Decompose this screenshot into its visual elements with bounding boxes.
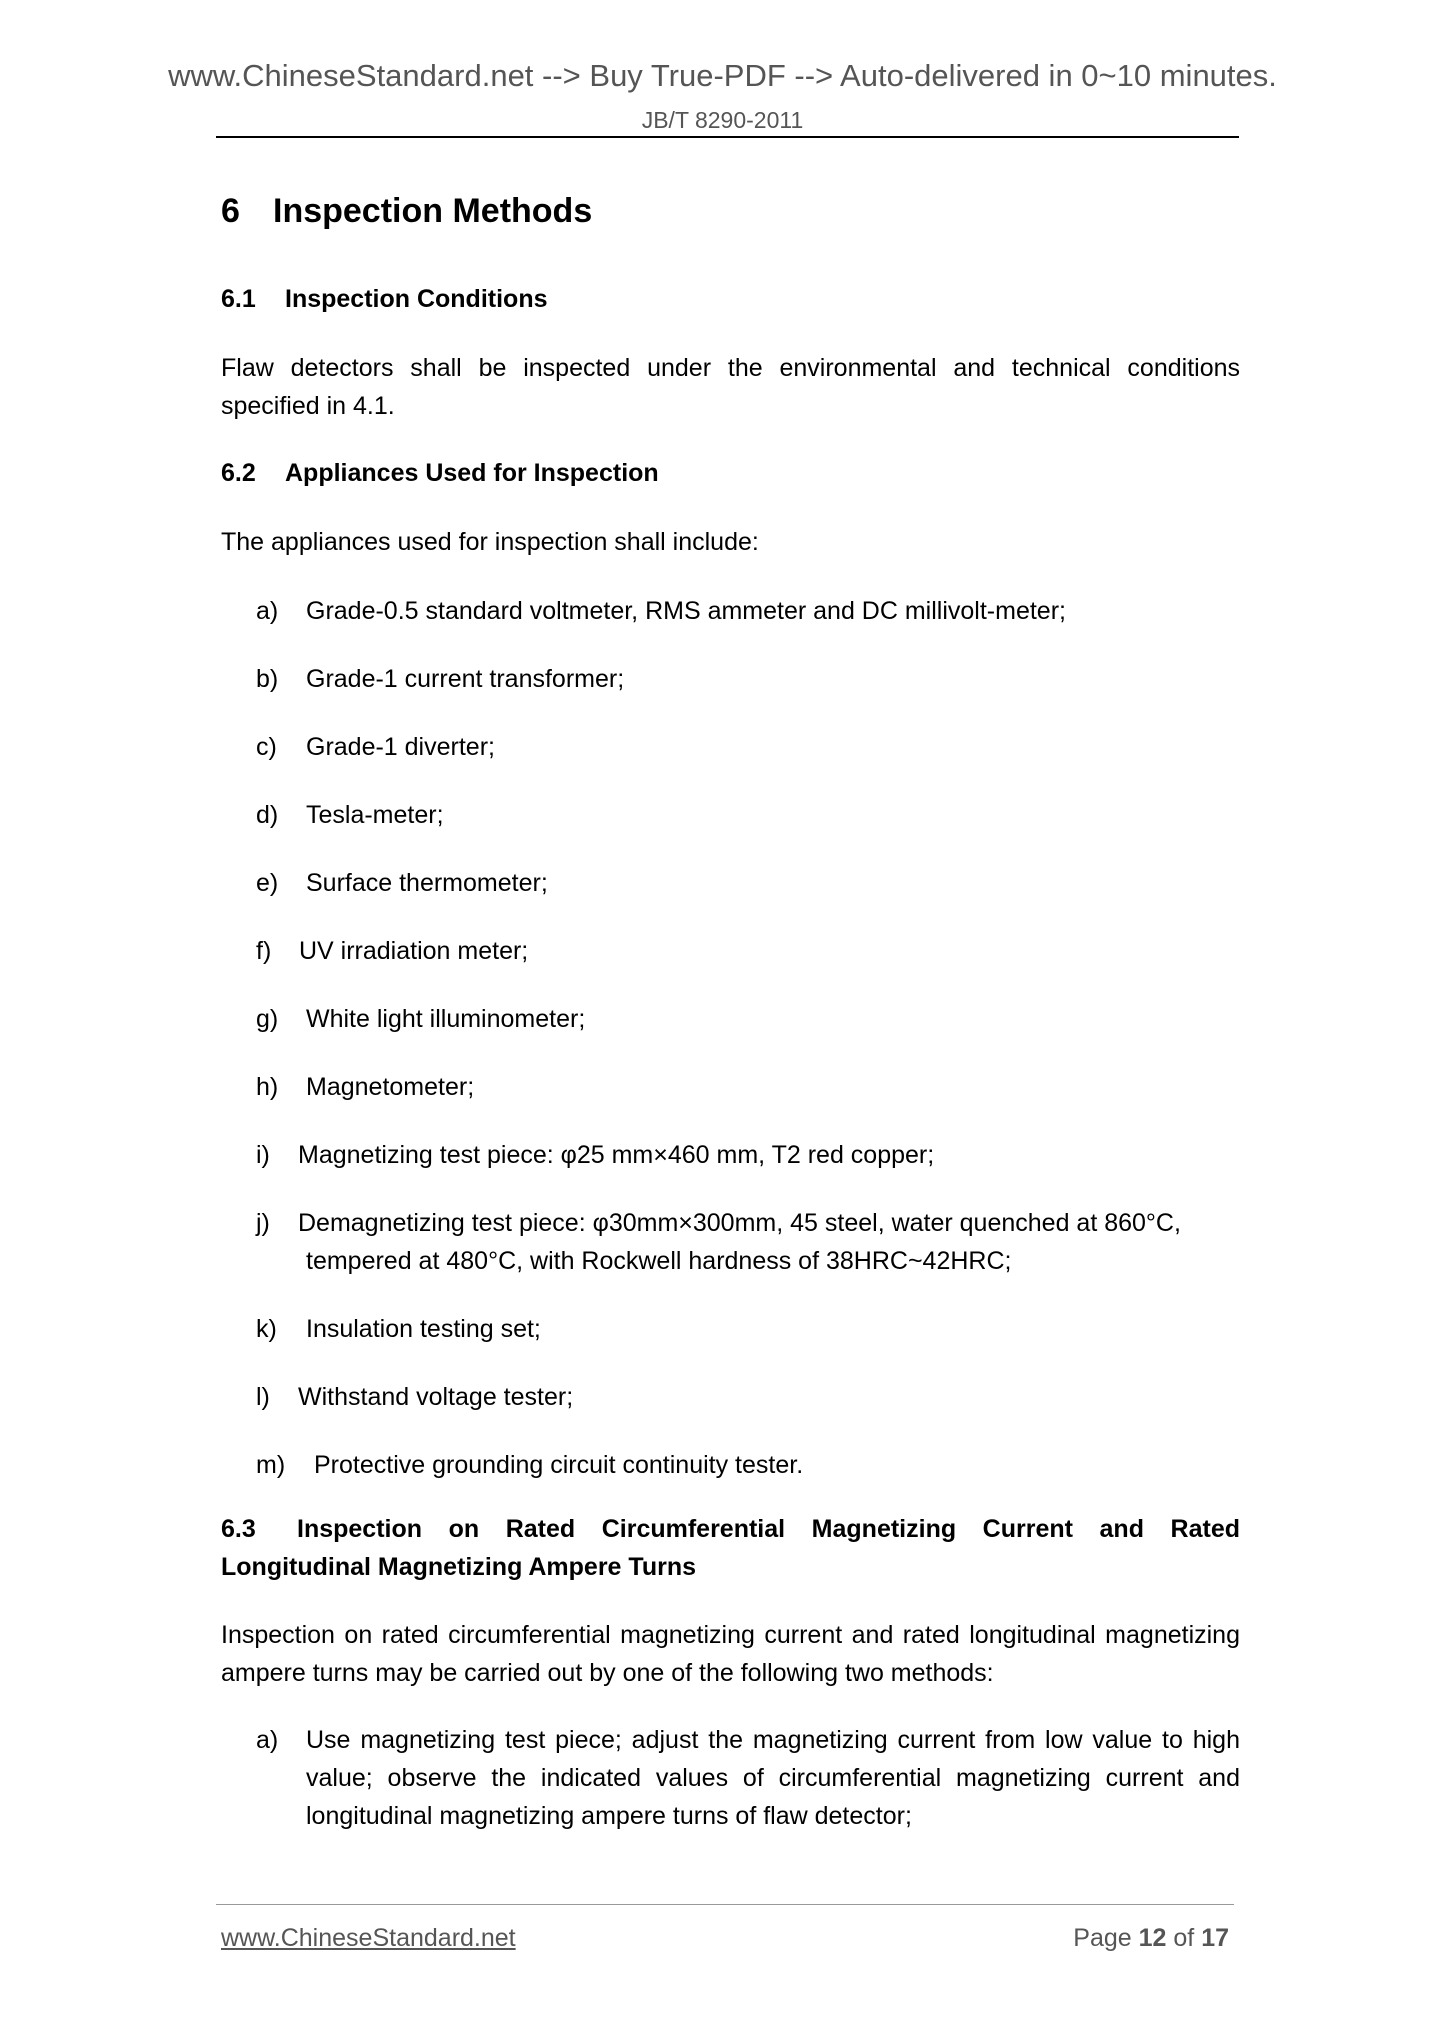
list-text: Withstand voltage tester; xyxy=(298,1383,574,1411)
list-item xyxy=(256,796,1240,834)
section-6-2-heading xyxy=(221,459,659,488)
list-label: k) xyxy=(256,1315,277,1343)
list-text: Use magnetizing test piece; adjust the magnetizing current from low value to high value; observe the indicated values of circumferential magnetizing current and longitudinal magnetizing ampere turns of flaw detector; xyxy=(306,1726,1240,1830)
list-text: Magnetometer; xyxy=(306,1073,475,1101)
page-indicator xyxy=(1073,1924,1229,1953)
section-6-3-heading xyxy=(221,1510,1240,1586)
list-label: i) xyxy=(256,1141,270,1169)
list-text: Surface thermometer; xyxy=(306,869,548,897)
total-pages: 17 xyxy=(1201,1924,1229,1952)
list-text: Insulation testing set; xyxy=(306,1315,541,1343)
list-item xyxy=(256,1136,1240,1174)
list-label: b) xyxy=(256,665,279,693)
list-text: Tesla-meter; xyxy=(306,801,444,829)
list-item xyxy=(256,728,1240,766)
section-number: 6 xyxy=(221,192,240,230)
list-item xyxy=(256,660,1240,698)
list-item xyxy=(256,1446,1240,1484)
list-text: Grade-1 current transformer; xyxy=(306,665,625,693)
list-label: e) xyxy=(256,869,279,897)
section-title: Inspection Methods xyxy=(273,192,593,230)
list-text: Protective grounding circuit continuity tester. xyxy=(314,1451,804,1479)
section-6-2-intro: The appliances used for inspection shall include: xyxy=(221,528,759,556)
section-6-1-text: Flaw detectors shall be inspected under the environmental and technical conditions specified in 4.1. xyxy=(221,354,1240,420)
section-6-heading xyxy=(221,192,592,231)
list-item xyxy=(256,1000,1240,1038)
list-item xyxy=(256,864,1240,902)
list-label: d) xyxy=(256,801,279,829)
list-label: m) xyxy=(256,1451,286,1479)
list-text-continued: tempered at 480°C, with Rockwell hardness of 38HRC~42HRC; xyxy=(306,1247,1012,1275)
list-text: White light illuminometer; xyxy=(306,1005,586,1033)
section-title: Appliances Used for Inspection xyxy=(285,459,659,487)
list-item xyxy=(256,1721,1240,1835)
list-item xyxy=(256,1204,1240,1280)
header-divider xyxy=(216,136,1239,138)
list-label: c) xyxy=(256,733,277,761)
footer-divider xyxy=(216,1904,1234,1905)
list-label: h) xyxy=(256,1073,279,1101)
list-item xyxy=(256,592,1240,630)
list-item xyxy=(256,1310,1240,1348)
section-number: 6.1 xyxy=(221,285,256,313)
list-text: Grade-1 diverter; xyxy=(306,733,495,761)
list-label: a) xyxy=(256,597,279,625)
list-text: Magnetizing test piece: φ25 mm×460 mm, T2 red copper; xyxy=(298,1141,935,1169)
current-page: 12 xyxy=(1138,1924,1167,1952)
list-text: Demagnetizing test piece: φ30mm×300mm, 45 steel, water quenched at 860°C, xyxy=(298,1209,1181,1237)
list-label: g) xyxy=(256,1005,279,1033)
page-of: of xyxy=(1166,1924,1202,1952)
list-label: j) xyxy=(256,1209,270,1237)
list-text: UV irradiation meter; xyxy=(299,937,529,965)
list-label: l) xyxy=(256,1383,270,1411)
section-title: Inspection Conditions xyxy=(285,285,548,313)
list-item xyxy=(256,932,1240,970)
list-item xyxy=(256,1378,1240,1416)
list-text: Grade-0.5 standard voltmeter, RMS ammeter and DC millivolt-meter; xyxy=(306,597,1066,625)
list-label: f) xyxy=(256,937,272,965)
section-6-3-intro: Inspection on rated circumferential magnetizing current and rated longitudinal magnetizing ampere turns may be carried out by one of the following two methods: xyxy=(221,1621,1240,1687)
page-prefix: Page xyxy=(1073,1924,1139,1952)
section-6-1-heading xyxy=(221,285,548,314)
footer-site-link[interactable]: www.ChineseStandard.net xyxy=(221,1924,516,1952)
site-banner[interactable]: www.ChineseStandard.net --> Buy True-PDF --> Auto-delivered in 0~10 minutes. xyxy=(168,58,1277,93)
standard-number: JB/T 8290-2011 xyxy=(641,107,804,133)
list-label: a) xyxy=(256,1726,279,1754)
section-title: Inspection on Rated Circumferential Magnetizing Current and Rated Longitudinal Magnetizing Ampere Turns xyxy=(221,1515,1240,1581)
list-item xyxy=(256,1068,1240,1106)
section-number: 6.3 xyxy=(221,1515,256,1543)
section-number: 6.2 xyxy=(221,459,256,487)
